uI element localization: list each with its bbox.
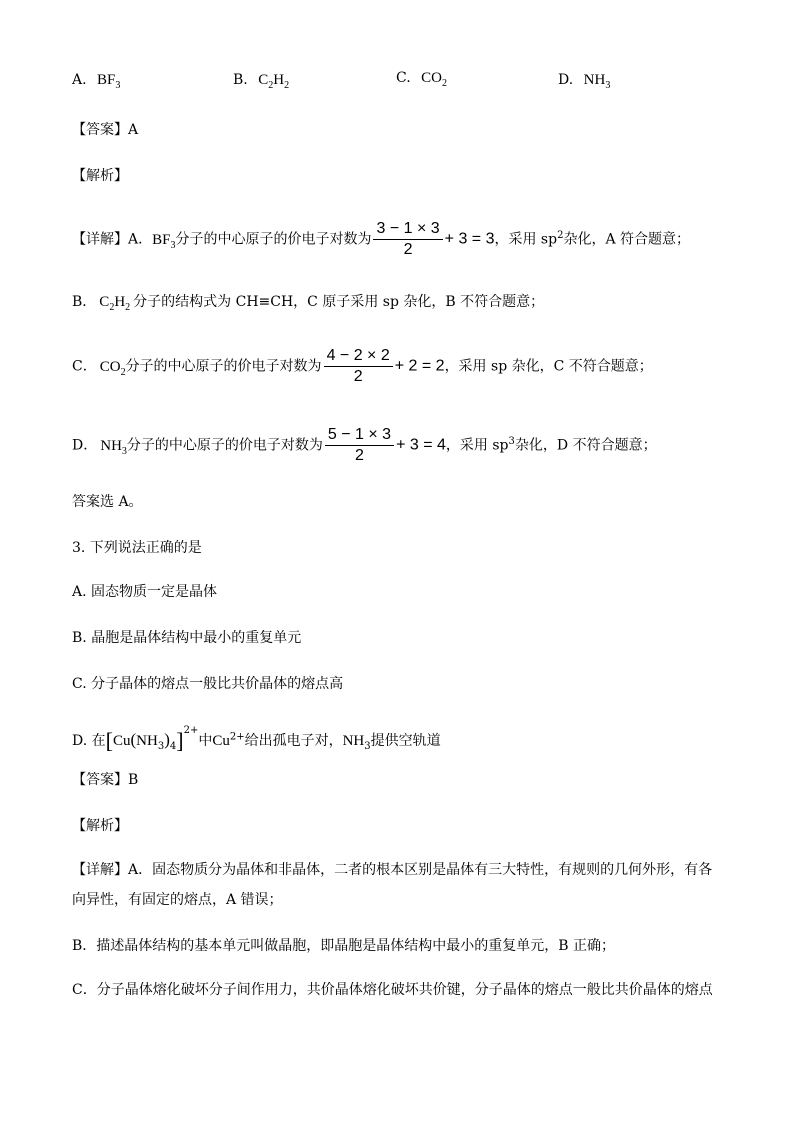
q2-detail-c (72, 346, 653, 393)
left-bracket: [ (105, 728, 113, 753)
analysis-tag: 【解析】 (72, 818, 128, 834)
q2-analysis-tag (72, 166, 128, 186)
detail-text: 杂化，A 符合题意； (563, 231, 691, 248)
q2-option-a (72, 72, 120, 91)
detail-text: C．分子晶体熔化破坏分子间作用力，共价晶体熔化破坏共价键，分子晶体的熔点一般比共价晶体的熔点 (72, 982, 713, 998)
formula-text: BF (97, 72, 116, 88)
formula-subscript: 2 (125, 302, 131, 313)
detail-prefix: D． (72, 437, 98, 454)
formula-subscript: 3 (170, 239, 176, 251)
formula-subscript: 2 (120, 366, 126, 378)
question-stem: 3. 下列说法正确的是 (72, 540, 202, 556)
detail-text: 分子的中心原子的价电子对数为 (126, 437, 323, 454)
fraction-denominator: 2 (355, 447, 364, 465)
right-bracket: ] (176, 728, 184, 753)
option-text: C. 分子晶体的熔点一般比共价晶体的熔点高 (72, 676, 344, 692)
q3-answer (72, 770, 138, 790)
q3-option-c (72, 674, 343, 694)
option-text: B. 晶胞是晶体结构中最小的重复单元 (72, 630, 302, 646)
option-c-formula (421, 70, 447, 89)
detail-text: 【详解】A．固态物质分为晶体和非晶体，二者的根本区别是晶体有三大特性，有规则的几何外形，有各 (72, 862, 713, 878)
option-d-formula (583, 72, 611, 91)
q3-option-b (72, 628, 301, 648)
formula-text: NH (136, 733, 158, 749)
option-prefix: D. 在 (72, 733, 106, 749)
option-d-label: D. (558, 72, 574, 88)
formula-text: C (99, 294, 110, 310)
formula-subscript: 3 (115, 80, 121, 91)
q2-detail-d (72, 422, 657, 472)
detail-text: ，采用 sp (445, 437, 509, 454)
detail-prefix: C． (72, 358, 97, 375)
answer-tag: 【答案】 (72, 772, 128, 788)
detail-text: 分子的中心原子的价电子对数为 (125, 358, 322, 375)
option-a-label: A. (72, 72, 87, 88)
detail-formula (152, 231, 176, 251)
option-c-label: C. (396, 70, 411, 86)
detail-text: 分子的中心原子的价电子对数为 (175, 231, 372, 248)
fraction (373, 219, 442, 260)
formula-text: H (273, 72, 285, 88)
q3-detail-b (72, 936, 615, 956)
right-paren: ) (164, 730, 170, 749)
q2-detail-a (72, 216, 690, 266)
option-text: 提供空轨道 (370, 733, 441, 749)
answer-value: A (128, 122, 139, 138)
formula-text: Cu (212, 733, 230, 749)
q3-detail-a-line1 (72, 860, 712, 880)
formula-text: CO (421, 70, 442, 86)
detail-prefix: 【详解】A． (72, 231, 153, 248)
formula-text: Cu (112, 733, 131, 749)
option-text: 中 (198, 733, 213, 749)
detail-text: 杂化，D 不符合题意； (514, 437, 657, 454)
formula-text: NH (100, 437, 122, 454)
fraction-numerator: 4 − 2 × 2 (324, 346, 393, 367)
formula-subscript: 3 (605, 80, 611, 91)
option-text: A. 固态物质一定是晶体 (72, 584, 218, 600)
fraction (324, 346, 393, 387)
charge-superscript: 2+ (229, 731, 245, 743)
q3-option-a (72, 582, 217, 602)
formula-subscript: 3 (364, 740, 371, 752)
formula-subscript: 2 (268, 80, 274, 91)
fraction-denominator: 2 (403, 241, 413, 259)
answer-value: B (128, 772, 139, 788)
fraction-numerator: 3 − 1 × 3 (373, 219, 442, 240)
superscript: 3 (508, 436, 515, 447)
detail-formula (100, 437, 127, 457)
detail-formula (99, 294, 131, 313)
fraction-denominator: 2 (353, 368, 363, 385)
detail-text: ，采用 sp (494, 231, 558, 248)
detail-text: 向异性，有固定的熔点，A 错误； (72, 892, 283, 908)
formula-text: BF (152, 231, 171, 248)
q3-detail-c (72, 980, 713, 1000)
q2-option-b (233, 72, 289, 91)
formula-text: CO (99, 358, 121, 375)
formula-text: H (114, 294, 126, 310)
option-text: 给出孤电子对， (244, 733, 343, 749)
math-expression: + 3 = 4 (396, 436, 446, 454)
charge-superscript: 2+ (183, 725, 199, 736)
detail-text: B．描述晶体结构的基本单元叫做晶胞，即晶胞是晶体结构中最小的重复单元，B 正确； (72, 938, 616, 954)
answer-tag: 【答案】 (72, 122, 128, 138)
q3-detail-a-line2 (72, 890, 283, 910)
conclusion-text: 答案选 A。 (72, 494, 143, 510)
detail-text: ，采用 sp 杂化，C 不符合题意； (444, 358, 653, 375)
option-b-label: B. (233, 72, 248, 88)
formula-text: NH (583, 72, 606, 88)
formula-text: C (258, 72, 269, 88)
q2-detail-b (72, 292, 544, 318)
math-expression: + 2 = 2 (394, 357, 445, 375)
formula-subscript: 3 (121, 445, 127, 457)
q3-analysis-tag (72, 816, 128, 836)
q2-answer (72, 120, 138, 140)
formula-text: NH (342, 733, 365, 749)
formula-subscript: 2 (109, 302, 115, 313)
q2-conclusion (72, 492, 143, 512)
option-a-formula (97, 72, 121, 91)
q2-option-c (396, 70, 447, 89)
fraction-numerator: 5 − 1 × 3 (325, 425, 394, 446)
formula-subscript: 4 (169, 740, 177, 752)
detail-prefix: B． (72, 294, 97, 310)
formula-subscript: 2 (284, 80, 290, 91)
analysis-tag: 【解析】 (72, 168, 128, 184)
q2-option-d (558, 72, 610, 91)
option-b-formula (258, 72, 290, 91)
formula-subscript: 3 (157, 740, 165, 752)
q3-stem (72, 538, 202, 558)
detail-text: 分子的结构式为 CH≡CH，C 原子采用 sp 杂化，B 不符合题意； (133, 294, 545, 310)
formula-subscript: 2 (441, 78, 447, 89)
superscript: 2 (557, 230, 564, 241)
fraction (325, 425, 394, 466)
left-paren: ( (130, 730, 137, 749)
detail-formula (99, 358, 126, 378)
math-expression: + 3 = 3 (444, 230, 495, 248)
q3-option-d (72, 718, 441, 760)
